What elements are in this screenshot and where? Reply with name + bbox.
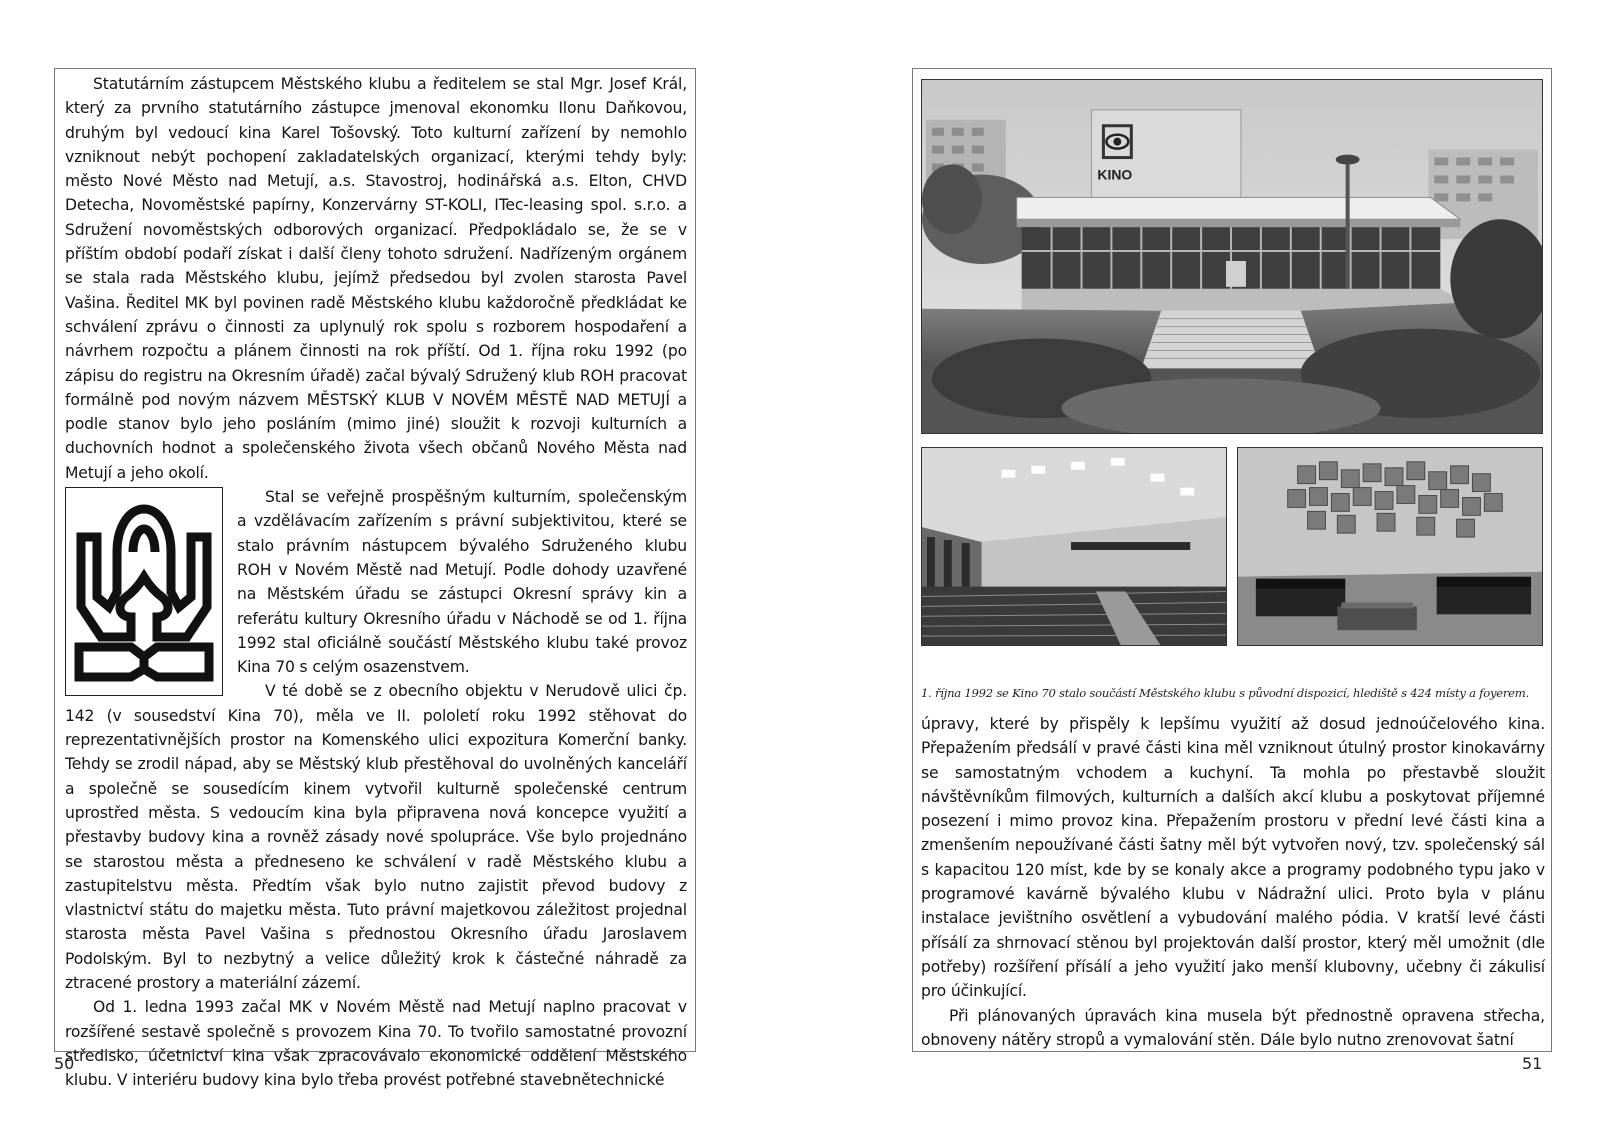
roh-logo bbox=[65, 487, 223, 696]
page-number-right: 51 bbox=[1522, 1054, 1543, 1073]
paragraph: V té době se z obecního objektu v Nerudově ulici čp. 142 (v sousedství Kina 70), měla ve II. pololetí roku 1992 stěhovat do reprezentativnějších prostor na Komenského ulici expozitura Komerční banky. Tehdy se zrodil nápad, aby se Městský klub přestěhoval do uvolněných kanceláří a společně se sousedícím kinem vytvořil kulturně společenské centrum uprostřed města. S vedoucím kina byla připravena nová koncepce využití a přestavby budovy kina a rovněž zásady nové spolupráce. Vše bylo projednáno se starostou města a předneseno ke schválení v radě Městského klubu a zastupitelstvu města. Předtím však bylo nutno zajistit převod budovy z vlastnictví státu do majetku města. Tuto právní majetkovou záležitost projednal starosta města Pavel Vašina s přednostou Okresního úřadu Jaroslavem Podolským. Byl to nezbytný a velice důležitý krok k částečné náhradě za ztracené prostory a materiální zázemí. bbox=[65, 682, 687, 992]
kino-sign: KINO bbox=[1097, 166, 1133, 183]
left-page-body bbox=[65, 72, 687, 1092]
right-page bbox=[912, 68, 1552, 1052]
paragraph-with-logo: Stal se veřejně prospěšným kulturním, společenským a vzdělávacím zařízením s právní subjektivitou, které se stalo právním nástupcem bývalého Sdruženého klubu ROH v Novém Městě nad Metují. Podle dohody uzavřené na Městském úřadu se zástupci Okresní správy kin a referátu kultury Okresního úřadu v Náchodě se od 1. října 1992 stal oficiálně součástí Městského klubu také provoz Kina 70 s celým osazenstvem. bbox=[65, 485, 687, 679]
auditorium-photo bbox=[921, 447, 1227, 646]
paragraph: Statutárním zástupcem Městského klubu a ředitelem se stal Mgr. Josef Král, který za prvního statutárního zástupce jmenoval ekonomku Ilonu Daňkovou, druhým byl vedoucí kina Karel Tošovský. Toto kulturní zařízení by nemohlo vzniknout nebýt pochopení zakladatelských organizací, kterými tehdy byly: město Nové Město nad Metují, a.s. Stavostroj, hodinářská a.s. Elton, CHVD Detecha, Novoměstské papírny, Konzervárny ST-KOLI, ITec-leasing spol. s.r.o. a Sdružení novoměstských odborových organizací. Předpokládalo se, že se v příštím období podaří získat i další členy tohoto sdružení. Nadřízeným orgánem se stala rada Městského klubu, jejímž předsedou byl zvolen starosta Pavel Vašina. Ředitel MK byl povinen radě Městského klubu každoročně předkládat ke schválení zprávu o činnosti za uplynulý rok spolu s rozborem hospodaření a návrhem rozpočtu a plánem činnosti na rok příští. Od 1. října roku 1992 (po zápisu do registru na Okresním úřadě) začal bývalý Sdružený klub ROH pracovat formálně pod novým názvem MĚSTSKÝ KLUB V NOVÉM MĚSTĚ NAD METUJÍ a podle stanov bylo jeho posláním (mimo jiné) sloužit k rozvoji kulturních a duchovních hodnot a společenského života všech občanů Nového Města nad Metují a jeho okolí. bbox=[65, 75, 687, 482]
paragraph: Při plánovaných úpravách kina musela být přednostně opravena střecha, obnoveny nátěry stropů a vymalování stěn. Dále bylo nutno zrenovovat šatní bbox=[921, 1006, 1545, 1049]
foyer-photo bbox=[1237, 447, 1543, 646]
cinema-building-photo bbox=[921, 79, 1543, 434]
page-number-left: 50 bbox=[54, 1054, 75, 1073]
paragraph: Od 1. ledna 1993 začal MK v Novém Městě nad Metují naplno pracovat v rozšířené sestavě společně s provozem Kina 70. To tvořilo samostatné provozní středisko, účetnictví kina však zpracovávalo ekonomické oddělení Městského klubu. V interiéru budovy kina bylo třeba provést potřebné stavebnětechnické bbox=[65, 998, 687, 1090]
paragraph: úpravy, které by přispěly k lepšímu využití až dosud jednoúčelového kina. Přepažením předsálí v pravé části kina měl vzniknout útulný prostor kinokavárny se samostatným vchodem a kuchyní. Ta mohla po přestavbě sloužit návštěvníkům filmových, kulturních a dalších akcí klubu a poskytovat příjemné posezení i mimo provoz kina. Přepažením prostoru v přední levé části kina a zmenšením nepoužívané části šatny měl být vytvořen nový, tzv. společenský sál s kapacitou 120 míst, kde by se konaly akce a programy podobného typu jako v programové kavárně bývalého klubu v Nádražní ulici. Proto byla v plánu instalace jevištního osvětlení a vybudování malého pódia. V kratší levé části přísálí za shrnovací stěnou byl projektován další prostor, který měl umožnit (dle potřeby) rozšíření přísálí a jeho využití jako menší klubovny, učebny či zákulisí pro účinkující. bbox=[921, 715, 1545, 1001]
right-page-body bbox=[921, 712, 1545, 1052]
photo-caption: 1. října 1992 se Kino 70 stalo součástí Městského klubu s původní dispozicí, hlediště s 424 místy a foyerem. bbox=[921, 686, 1529, 700]
